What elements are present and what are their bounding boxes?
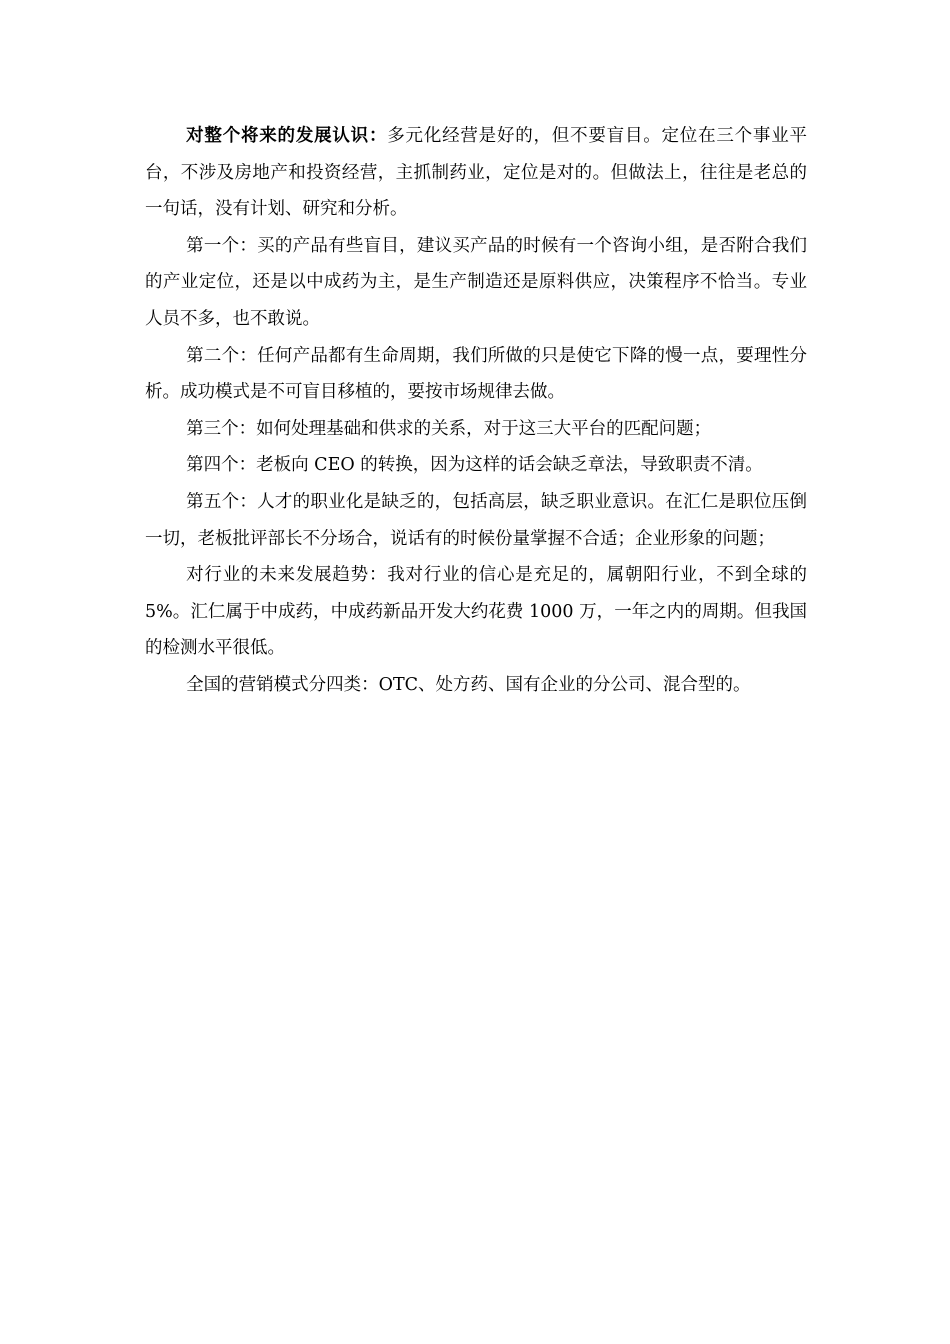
paragraph-lead-heading: 对整个将来的发展认识： bbox=[186, 126, 388, 146]
paragraph-point-1: 第一个：买的产品有些盲目，建议买产品的时候有一个咨询小组，是否附合我们的产业定位，还是以中成药为主，是生产制造还是原料供应，决策程序不恰当。专业人员不多，也不敢说。 bbox=[145, 235, 807, 329]
paragraph-industry-trend: 对行业的未来发展趋势：我对行业的信心是充足的，属朝阳行业，不到全球的 5%。汇仁属于中成药，中成药新品开发大约花费 1000 万，一年之内的周期。但我国的检测水平很低。 bbox=[145, 565, 807, 659]
paragraph-development-view bbox=[145, 118, 807, 228]
paragraph-point-4: 第四个：老板向 CEO 的转换，因为这样的话会缺乏章法，导致职责不清。 bbox=[186, 455, 763, 476]
document-body bbox=[145, 118, 807, 704]
paragraph-marketing-models: 全国的营销模式分四类：OTC、处方药、国有企业的分公司、混合型的。 bbox=[186, 674, 751, 695]
paragraph-point-5: 第五个：人才的职业化是缺乏的，包括高层，缺乏职业意识。在汇仁是职位压倒一切，老板批评部长不分场合，说话有的时候份量掌握不合适；企业形象的问题； bbox=[145, 491, 807, 549]
paragraph-point-3: 第三个：如何处理基础和供求的关系，对于这三大平台的匹配问题； bbox=[186, 418, 712, 439]
paragraph-point-2: 第二个：任何产品都有生命周期，我们所做的只是使它下降的慢一点，要理性分析。成功模式是不可盲目移植的，要按市场规律去做。 bbox=[145, 345, 807, 403]
paragraph-text: 多元化经营是好的，但不要盲目。定位在三个事业平台，不涉及房地产和投资经营，主抓制药业，定位是对的。但做法上，往往是老总的一句话，没有计划、研究和分析。 bbox=[145, 126, 807, 220]
